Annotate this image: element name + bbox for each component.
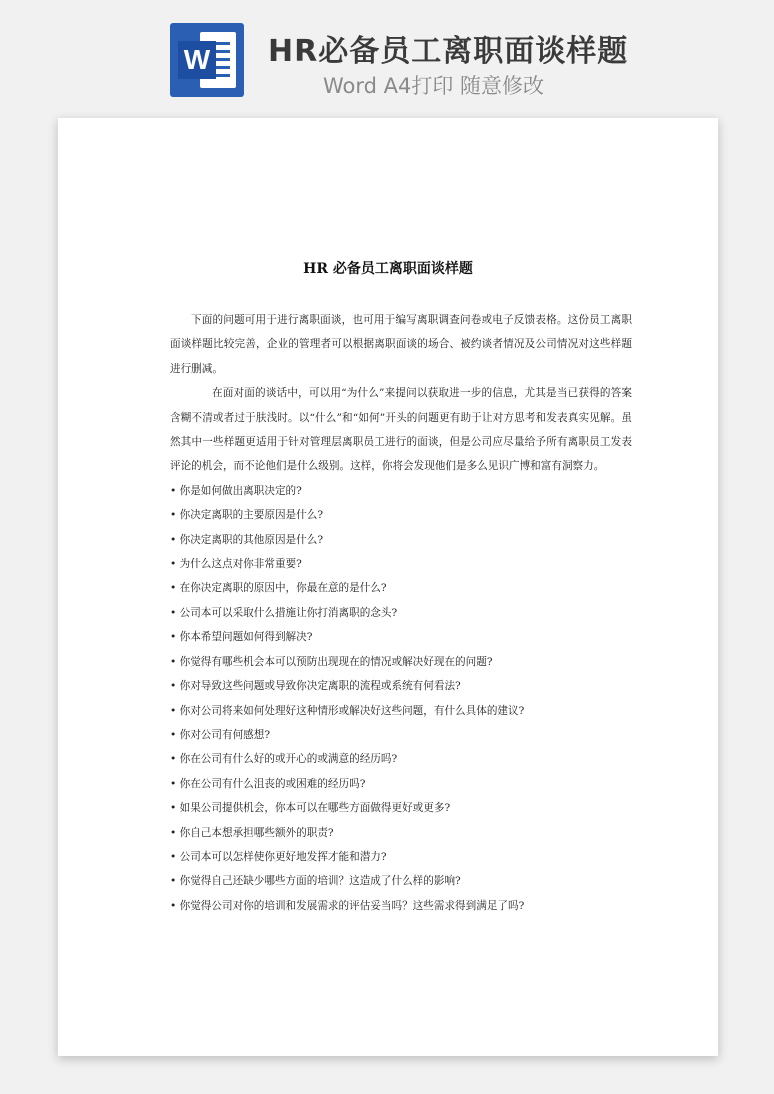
- list-item: • 你决定离职的其他原因是什么?: [170, 528, 632, 552]
- intro-paragraph: 下面的问题可用于进行离职面谈，也可用于编写离职调查问卷或电子反馈表格。这份员工离职面谈样题比较完善，企业的管理者可以根据离职面谈的场合、被约谈者情况及公司情况对这些样题进行删减。: [170, 314, 632, 375]
- list-item: • 公司本可以采取什么措施让你打消离职的念头?: [170, 601, 632, 625]
- list-item: • 你本希望问题如何得到解决?: [170, 625, 632, 649]
- list-item: • 你自己本想承担哪些额外的职责?: [170, 821, 632, 845]
- question-list: [170, 479, 632, 918]
- banner-title: HR必备员工离职面谈样题: [268, 34, 629, 69]
- list-item: • 你觉得有哪些机会本可以预防出现现在的情况或解决好现在的问题?: [170, 650, 632, 674]
- list-item: • 为什么这点对你非常重要?: [170, 552, 632, 576]
- list-item: • 你对公司将来如何处理好这种情形或解决好这些问题，有什么具体的建议?: [170, 699, 632, 723]
- list-item: • 如果公司提供机会，你本可以在哪些方面做得更好或更多?: [170, 796, 632, 820]
- banner-subtitle: Word A4打印 随意修改: [323, 74, 545, 98]
- list-item: • 你对导致这些问题或导致你决定离职的流程或系统有何看法?: [170, 674, 632, 698]
- word-doc-icon: [170, 23, 244, 97]
- list-item: • 你觉得自己还缺少哪些方面的培训？这造成了什么样的影响?: [170, 869, 632, 893]
- list-item: • 你决定离职的主要原因是什么?: [170, 503, 632, 527]
- list-item: • 你觉得公司对你的培训和发展需求的评估妥当吗？这些需求得到满足了吗?: [170, 894, 632, 918]
- document-page: [58, 118, 718, 1056]
- list-item: • 你是如何做出离职决定的?: [170, 479, 632, 503]
- guidance-paragraph: 在面对面的谈话中，可以用“为什么”来提问以获取进一步的信息，尤其是当已获得的答案含糊不清或者过于肤浅时。以“什么”和“如何”开头的问题更有助于让对方思考和发表真实见解。虽然其中一些样题更适用于针对管理层离职员工进行的面谈，但是公司应尽量给予所有离职员工发表评论的机会，而不论他们是什么级别。这样，你将会发现他们是多么见识广博和富有洞察力。: [170, 387, 632, 473]
- document-body: [170, 308, 632, 918]
- list-item: • 公司本可以怎样使你更好地发挥才能和潜力?: [170, 845, 632, 869]
- document-title: HR 必备员工离职面谈样题: [303, 261, 473, 277]
- list-item: • 你在公司有什么好的或开心的或满意的经历吗?: [170, 747, 632, 771]
- word-letter: W: [178, 41, 216, 79]
- list-item: • 你在公司有什么沮丧的或困难的经历吗?: [170, 772, 632, 796]
- list-item: • 在你决定离职的原因中，你最在意的是什么?: [170, 576, 632, 600]
- header-banner: [0, 0, 774, 110]
- list-item: • 你对公司有何感想?: [170, 723, 632, 747]
